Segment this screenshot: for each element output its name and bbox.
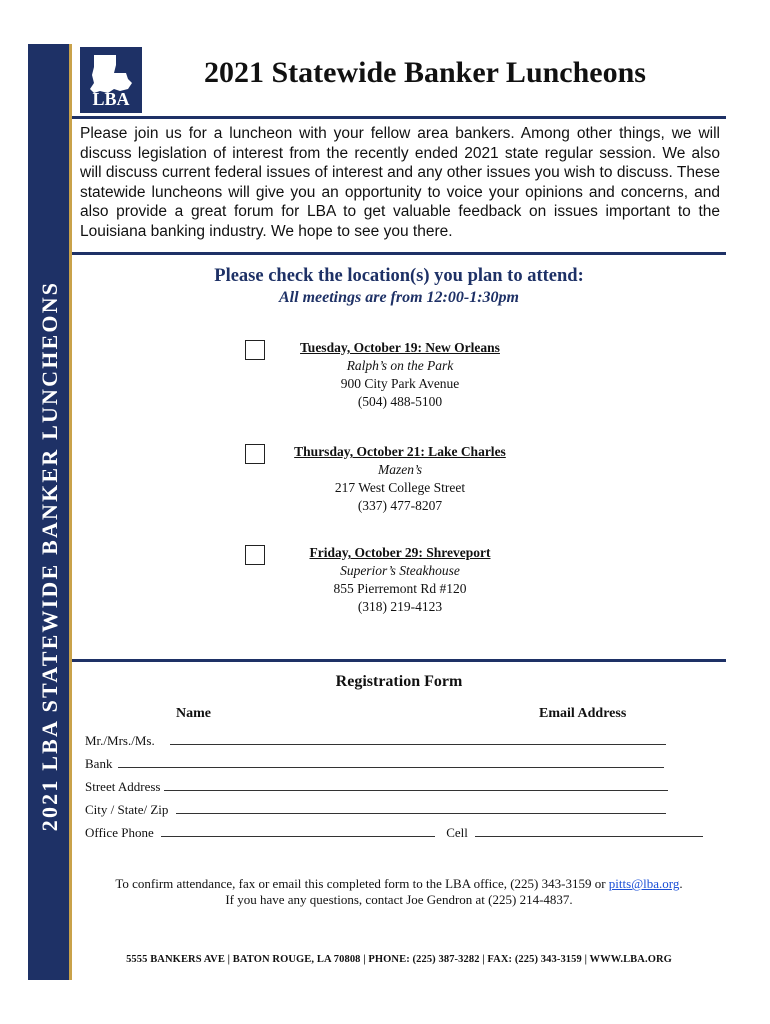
checkbox-lake-charles[interactable] [245,444,265,464]
prefix-field [85,731,666,749]
event-date: Thursday, October 21: Lake Charles [294,444,506,459]
event-venue: Mazen’s [377,462,422,477]
confirm-line-1 [72,876,726,892]
event-address: 855 Pierremont Rd #120 [333,581,467,596]
locations-subheading: All meetings are from 12:00-1:30pm [279,289,519,306]
office-phone-label: Office Phone [85,825,154,840]
checkbox-new-orleans[interactable] [245,340,265,360]
office-phone-input-line[interactable] [161,823,435,837]
city-label: City / State/ Zip [85,802,169,817]
divider [72,116,726,119]
event-lake-charles [270,443,530,515]
bank-field [85,754,664,772]
event-venue: Superior’s Steakhouse [340,563,460,578]
checkbox-shreveport[interactable] [245,545,265,565]
lba-logo [80,47,142,113]
name-column-header: Name [176,706,211,721]
bank-input-line[interactable] [118,754,664,768]
email-column-header: Email Address [539,706,627,721]
event-phone: (318) 219-4123 [357,599,443,614]
confirm-line-1-end: . [679,876,683,891]
prefix-label: Mr./Mrs./Ms. [85,733,155,748]
sidebar-title: 2021 LBA STATEWIDE BANKER LUNCHEONS [37,280,62,832]
event-date: Friday, October 29: Shreveport [309,545,491,560]
intro-paragraph: Please join us for a luncheon with your fellow area bankers. Among other things, we will discuss legislation of interest from the recently ended 2021 state regular session. We also will discuss current federal issues of interest and any other issues you wish to discuss. These statewide luncheons will give you an opportunity to voice your opinions and concerns, and also provide a great forum for LBA to get valuable feedback on issues important to the Louisiana banking industry. We hope to see you there. [80,125,720,240]
event-address: 900 City Park Avenue [340,376,460,391]
phone-field [85,823,703,841]
street-label: Street Address [85,779,161,794]
event-phone: (504) 488-5100 [357,394,443,409]
street-input-line[interactable] [164,777,668,791]
confirm-text [72,876,726,908]
sidebar-banner [28,44,72,980]
event-phone: (337) 477-8207 [357,498,443,513]
divider [72,659,726,662]
event-shreveport [270,544,530,616]
prefix-input-line[interactable] [170,731,666,745]
cell-input-line[interactable] [475,823,703,837]
logo-text: LBA [92,89,130,109]
footer-contact: 5555 BANKERS AVE | BATON ROUGE, LA 70808 | PHONE: (225) 387-3282 | FAX: (225) 343-3159 | WWW.LBA.ORG [126,954,672,965]
page-title: 2021 Statewide Banker Luncheons [203,56,646,89]
event-address: 217 West College Street [334,480,466,495]
city-input-line[interactable] [176,800,666,814]
bank-label: Bank [85,756,113,771]
email-link[interactable]: pitts@lba.org [608,876,680,891]
confirm-line-1-text: To confirm attendance, fax or email this completed form to the LBA office, (225) 343-3159 or [115,876,609,891]
event-new-orleans [270,339,530,411]
event-date: Tuesday, October 19: New Orleans [300,340,500,355]
cell-label: Cell [446,825,468,840]
registration-title: Registration Form [335,673,463,690]
locations-heading: Please check the location(s) you plan to attend: [214,266,584,286]
confirm-line-2: If you have any questions, contact Joe Gendron at (225) 214-4837. [225,892,573,907]
divider [72,252,726,255]
street-field [85,777,668,795]
city-field [85,800,666,818]
event-venue: Ralph’s on the Park [346,358,454,373]
